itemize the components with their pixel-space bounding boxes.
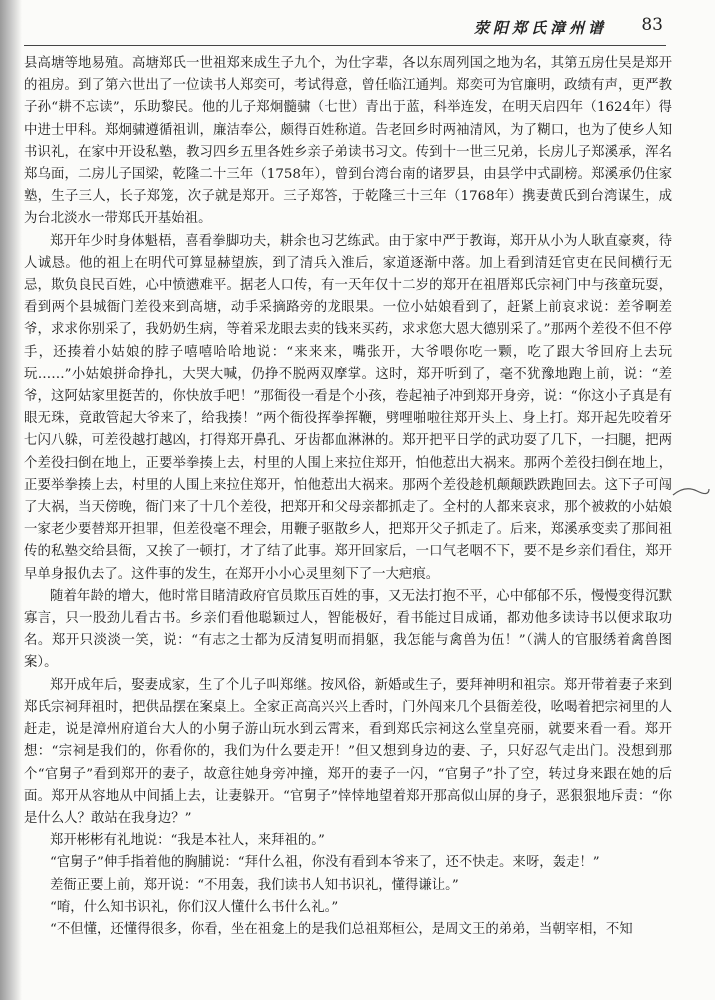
paragraph: 郑开彬彬有礼地说：“我是本社人，来拜祖的。” [50,833,325,849]
paragraph: 差衙正要上前，郑开说：“不用轰，我们读书人知书识礼，懂得谦让。” [50,877,459,893]
body-text [24,53,672,941]
scan-gutter-shadow [0,0,22,1000]
paragraph: 随着年龄的增大，他时常目睹清政府官员欺压百姓的事，又无法打抱不平，心中郁郁不乐，慢慢变得沉默寡言，只一股劲儿看古书。乡亲们看他聪颖过人，智能极好，看书能过目成诵，都劝他多读诗书以便求取功名。郑开只淡淡一笑，说：“有志之士都为反清复明而捐躯，我怎能与禽兽为伍！”（满人的官服绣着禽兽图案）。 [24,588,672,671]
paragraph: 县高塘等地易殖。高塘郑氏一世祖郑来成生子九个，为仕字辈，各以东周列国之地为名，其第五房仕吴是郑开的祖房。到了第六世出了一位读书人郑奕可，考试得意，曾任临江通判。郑奕可为官廉明，政绩有声，更严教子孙“耕不忘读”，乐助黎民。他的儿子郑炯髓骕（七世）青出于蓝，科举连发，在明天启四年（1624年）得中进士甲科。郑炯骕遵循祖训，廉洁奉公，颇得百姓称道。告老回乡时两袖清风，为了糊口，也为了使乡人知书识礼，在家中开设私塾，教习四乡五里各姓乡亲子弟读书习文。传到十一世三兄弟，长房儿子郑溪承，浑名郑乌面，二房儿子国梁，乾隆二十三年（1758年），曾到台湾台南的诸罗县，由县学中式副榜。郑溪承仍住家塾，生子三人，长子郑笼，次子就是郑开。三子郑答，于乾隆三十三年（1768年）携妻黄氏到台湾谋生，成为台北淡水一带郑氏开基始祖。 [24,56,672,227]
margin-pen-mark [671,483,711,501]
page-number: 83 [641,15,663,35]
paragraph: 郑开成年后，娶妻成家，生了个儿子叫郑继。按风俗，新婚或生子，要拜神明和祖宗。郑开带着妻子来到郑氏宗祠拜祖时，把供品摆在案桌上。全家正高高兴兴上香时，门外闯来几个县衙差役，吆喝着把宗祠里的人赶走，说是漳州府道台大人的小舅子游山玩水到云霄来，看到郑氏宗祠这么堂皇亮丽，就要来看一看。郑开想：“宗祠是我们的，你看你的，我们为什么要走开！”但又想到身边的妻、子，只好忍气走出门。没想到那个“官舅子”看到郑开的妻子，故意往她身旁冲撞，郑开的妻子一闪，“官舅子”扑了空，转过身来跟在她的后面。郑开从容地从中间插上去，让妻躲开。“官舅子”悻悻地望着郑开那高似山屏的身子，恶狠狠地斥责：“你是什么人？敢站在我身边？” [24,677,672,826]
header-rule [24,45,666,46]
paragraph: “唷，什么知书识礼，你们汉人懂什么书什么礼。” [50,899,339,915]
running-header-title: 荥阳郑氏漳州谱 [473,19,607,37]
paragraph: “不但懂，还懂得很多，你看，坐在祖龛上的是我们总祖郑桓公，是周文王的弟弟，当朝宰相，不知 [50,921,633,937]
running-header [0,0,715,48]
paragraph: “官舅子”伸手指着他的胸脯说：“拜什么祖，你没有看到本爷来了，还不快走。来呀，轰走！” [50,855,600,871]
paragraph: 郑开年少时身体魁梧，喜看拳脚功夫，耕余也习艺练武。由于家中严于教诲，郑开从小为人耿直豪爽，待人诚恳。他的祖上在明代可算显赫望族，到了清兵入淮后，家道逐渐中落。加上看到清廷官吏在民间横行无忌，欺负良民百姓，心中愤懑难平。据老人口传，有一天年仅十二岁的郑开在祖厝郑氏宗祠门中与孩童玩耍，看到两个县城衙门差役来到高塘，动手采摘路旁的龙眼果。一位小姑娘看到了，赶紧上前哀求说：差爷啊差爷，求求你别采了，我奶奶生病，等着采龙眼去卖的钱来买药，求求您大恩大德别采了。”那两个差役不但不停手，还揍着小姑娘的脖子嘻嘻哈哈地说：“来来来，嘴张开，大爷喂你吃一颗，吃了跟大爷回府上去玩玩……”小姑娘拼命挣扎，大哭大喊，仍挣不脱两双摩掌。这时，郑开听到了，毫不犹豫地跑上前，说：“差爷，这阿姑家里挺苦的，你快放手吧！”那衙役一看是个小孩，卷起袖子冲到郑开身旁，说：“你这小子真是有眼无珠，竟敢管起大爷来了，给我揍！”两个衙役挥拳挥鞭，劈哩啪啦往郑开头上、身上打。郑开起先咬着牙七闪八躲，可差役越打越凶，打得郑开鼻孔、牙齿都血淋淋的。郑开把平日学的武功耍了几下，一扫腿，把两个差役扫倒在地上，正要举拳揍上去，村里的人围上来拉住郑开，怕他惹出大祸来。那两个差役扫倒在地上，正要举拳揍上去，村里的人围上来拉住郑开，怕他惹出大祸来。那两个差役趁机颠颠跌跌跑回去。这下子可闯了大祸，当天傍晚，衙门来了十几个差役，把郑开和父母亲都抓走了。全村的人都来哀求，那个被救的小姑娘一家老少要替郑开担罪，但差役毫不理会，用鞭子驱散乡人，把郑开父子抓走了。后来，郑溪承变卖了那间祖传的私塾交给县衙，又挨了一顿打，才了结了此事。郑开回家后，一口气老咽不下，要不是乡亲们看住，郑开早单身报仇去了。这件事的发生，在郑开小小心灵里刻下了一大疤痕。 [24,233,672,582]
